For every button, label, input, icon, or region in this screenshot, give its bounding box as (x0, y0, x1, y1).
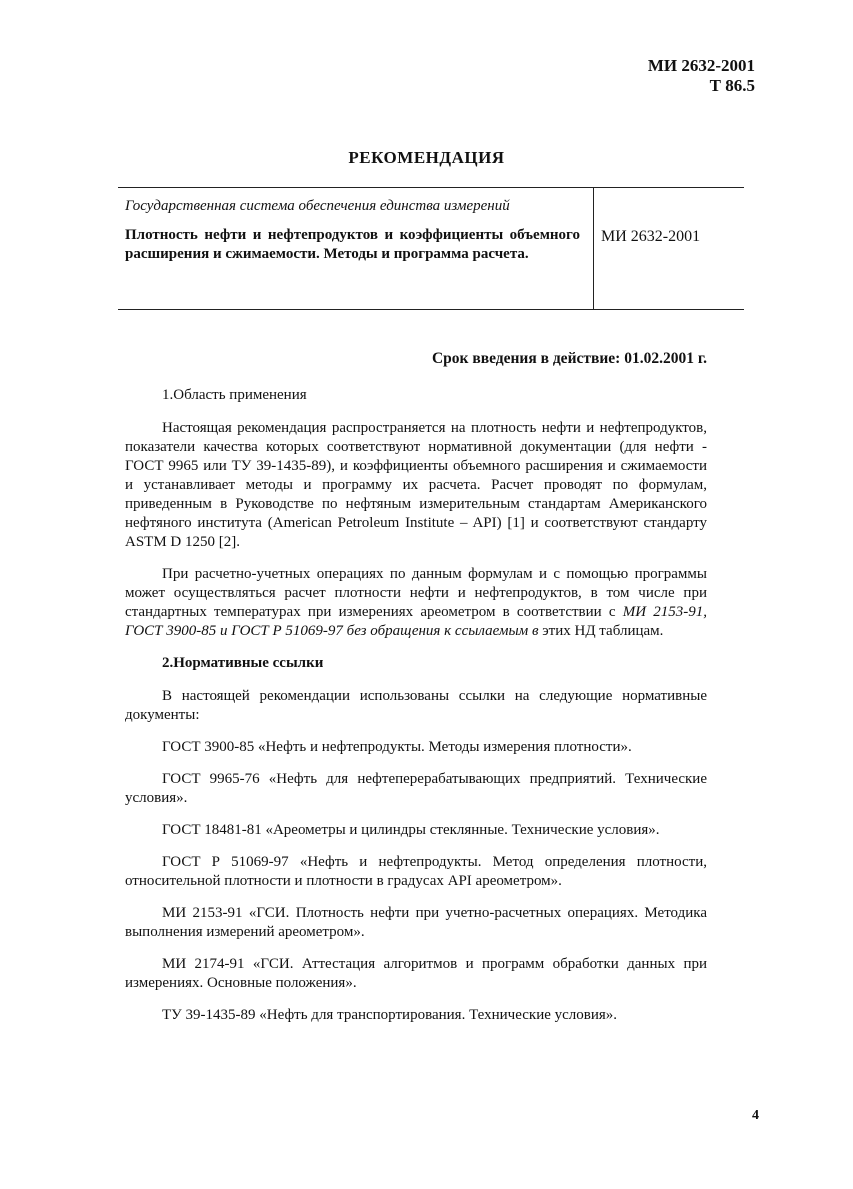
paragraph-2-text-end: этих НД таблицам. (538, 623, 664, 639)
paragraph-2-text: При расчетно-учетных операциях по данным формулам и с помощью программы может осуществляться расчет плотности нефти и нефтепродуктов, в том числе при стандартных температурах при измерениях ареометром в соответствии с (125, 566, 707, 620)
reference-item: ГОСТ Р 51069-97 «Нефть и нефтепродукты. Метод определения плотности, относительной плотности и плотности в градусах API ареометром». (125, 854, 707, 889)
section-1-paragraph-2 (125, 565, 707, 641)
reference-item: ГОСТ 18481-81 «Ареометры и цилиндры стеклянные. Технические условия». (162, 822, 660, 838)
header-classifier: Т 86.5 (709, 76, 755, 95)
section-2-intro: В настоящей рекомендации использованы ссылки на следующие нормативные документы: (125, 688, 707, 723)
page-number: 4 (752, 1108, 759, 1123)
header-doc-code: МИ 2632-2001 (647, 56, 755, 75)
title-block-top-rule (118, 187, 744, 188)
document-body (125, 386, 707, 1038)
title-block-divider (593, 187, 594, 309)
paragraph-2-italic-refs: МИ 2153-91, ГОСТ 3900-85 и ГОСТ Р 51069-97 без обращения к ссылаемым в (125, 604, 707, 639)
title-block-bottom-rule (118, 309, 744, 310)
reference-item: МИ 2153-91 «ГСИ. Плотность нефти при учетно-расчетных операциях. Методика выполнения измерений ареометром». (125, 905, 707, 940)
reference-item: ГОСТ 3900-85 «Нефть и нефтепродукты. Методы измерения плотности». (162, 739, 632, 755)
reference-item: ТУ 39-1435-89 «Нефть для транспортирования. Технические условия». (162, 1007, 618, 1023)
section-1-paragraph-1: Настоящая рекомендация распространяется на плотность нефти и нефтепродуктов, показатели качества которых соответствуют нормативной документации (для нефти - ГОСТ 9965 или ТУ 39-1435-89), и коэффициенты объемного расширения и сжимаемости и устанавливает методы и программу их расчета. Расчет проводят по формулам, приведенным в Руководстве по нефтяным измерительным стандартам Американского нефтяного института (American Petroleum Institute – API) [1] и соответствуют стандарту ASTM D 1250 [2]. (125, 420, 707, 550)
system-name: Государственная система обеспечения единства измерений (125, 198, 510, 214)
header-codes (648, 56, 755, 96)
reference-item: ГОСТ 9965-76 «Нефть для нефтеперерабатывающих предприятий. Технические условия». (125, 771, 707, 806)
section-2-heading: 2.Нормативные ссылки (162, 655, 324, 671)
document-subject: Плотность нефти и нефтепродуктов и коэффициенты объемного расширения и сжимаемости. Методы и программа расчета. (125, 227, 580, 262)
section-1-heading: 1.Область применения (162, 387, 307, 403)
title-block-code: МИ 2632-2001 (601, 228, 701, 245)
document-title: РЕКОМЕНДАЦИЯ (348, 148, 505, 167)
effective-date: Срок введения в действие: 01.02.2001 г. (431, 350, 707, 367)
reference-item: МИ 2174-91 «ГСИ. Аттестация алгоритмов и программ обработки данных при измерениях. Основные положения». (125, 956, 707, 991)
